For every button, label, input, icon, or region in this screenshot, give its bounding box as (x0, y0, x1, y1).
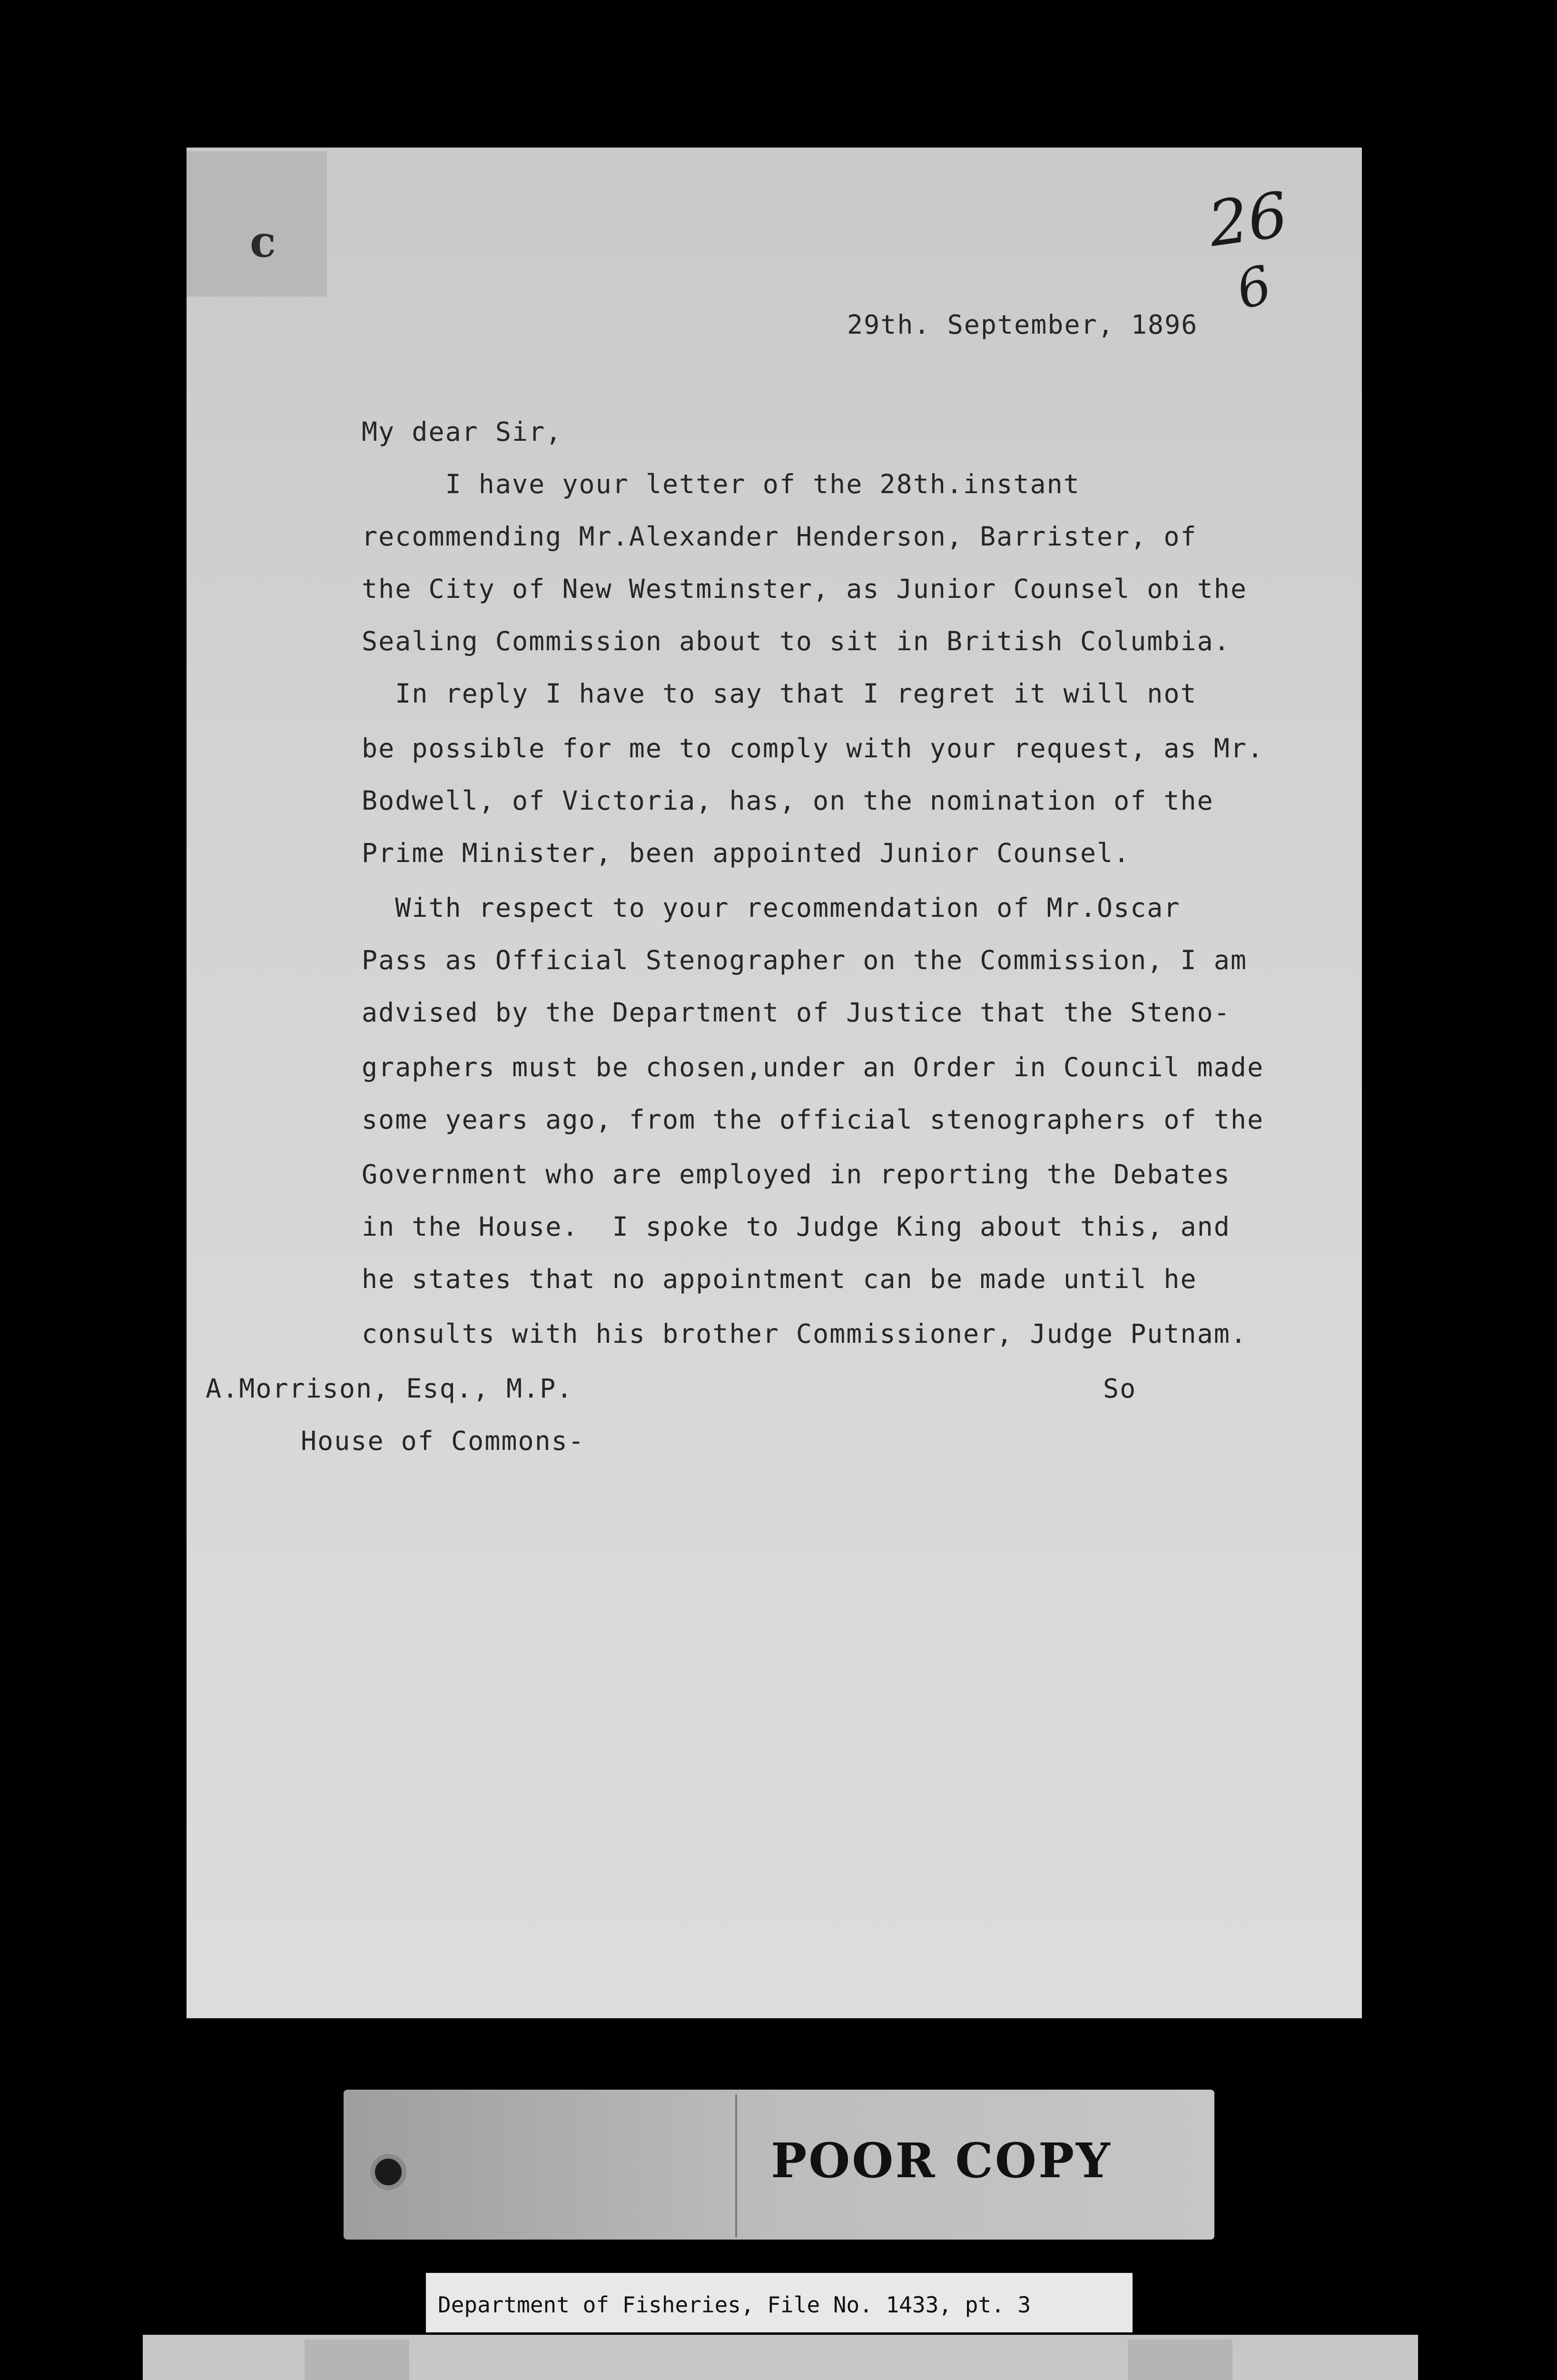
body-line: Pass as Official Stenographer on the Commission, I am (362, 945, 1247, 975)
body-line: I have your letter of the 28th.instant (362, 469, 1080, 499)
continuation-marker: So (1103, 1373, 1137, 1404)
body-line: be possible for me to comply with your request, as Mr. (362, 733, 1264, 764)
body-line: he states that no appointment can be made until he (362, 1264, 1197, 1294)
tag-tear (735, 2094, 737, 2237)
folio-number: 26 (1204, 178, 1292, 261)
recipient-name: A.Morrison, Esq., M.P. (206, 1373, 573, 1404)
body-line: With respect to your recommendation of Mr.Oscar (362, 892, 1181, 923)
archives-tape-right (1128, 2340, 1232, 2380)
body-line: some years ago, from the official stenographers of the (362, 1104, 1264, 1135)
body-line: in the House. I spoke to Judge King about this, and (362, 1211, 1231, 1242)
recipient-address: House of Commons- (301, 1426, 585, 1456)
body-line: the City of New Westminster, as Junior Counsel on the (362, 574, 1247, 604)
corner-mark: c (250, 217, 276, 267)
archives-tape-left (305, 2340, 409, 2380)
body-line: In reply I have to say that I regret it will not (362, 678, 1197, 709)
salutation: My dear Sir, (362, 416, 562, 447)
letter-date: 29th. September, 1896 (847, 309, 1198, 340)
folio-mark: 6 (1230, 254, 1278, 321)
body-line: Prime Minister, been appointed Junior Counsel. (362, 838, 1131, 868)
body-line: Bodwell, of Victoria, has, on the nomination of the (362, 785, 1214, 816)
body-line: Government who are employed in reporting the Debates (362, 1159, 1231, 1190)
tag-hole-icon (370, 2154, 406, 2190)
body-line: consults with his brother Commissioner, Judge Putnam. (362, 1319, 1247, 1349)
poor-copy-label: POOR COPY (771, 2132, 1112, 2189)
file-reference: Department of Fisheries, File No. 1433, pt. 3 (438, 2292, 1031, 2318)
body-line: graphers must be chosen,under an Order in Council made (362, 1052, 1264, 1082)
body-line: Sealing Commission about to sit in British Columbia. (362, 626, 1231, 656)
body-line: recommending Mr.Alexander Henderson, Barrister, of (362, 521, 1197, 552)
body-line: advised by the Department of Justice that the Steno- (362, 997, 1231, 1028)
